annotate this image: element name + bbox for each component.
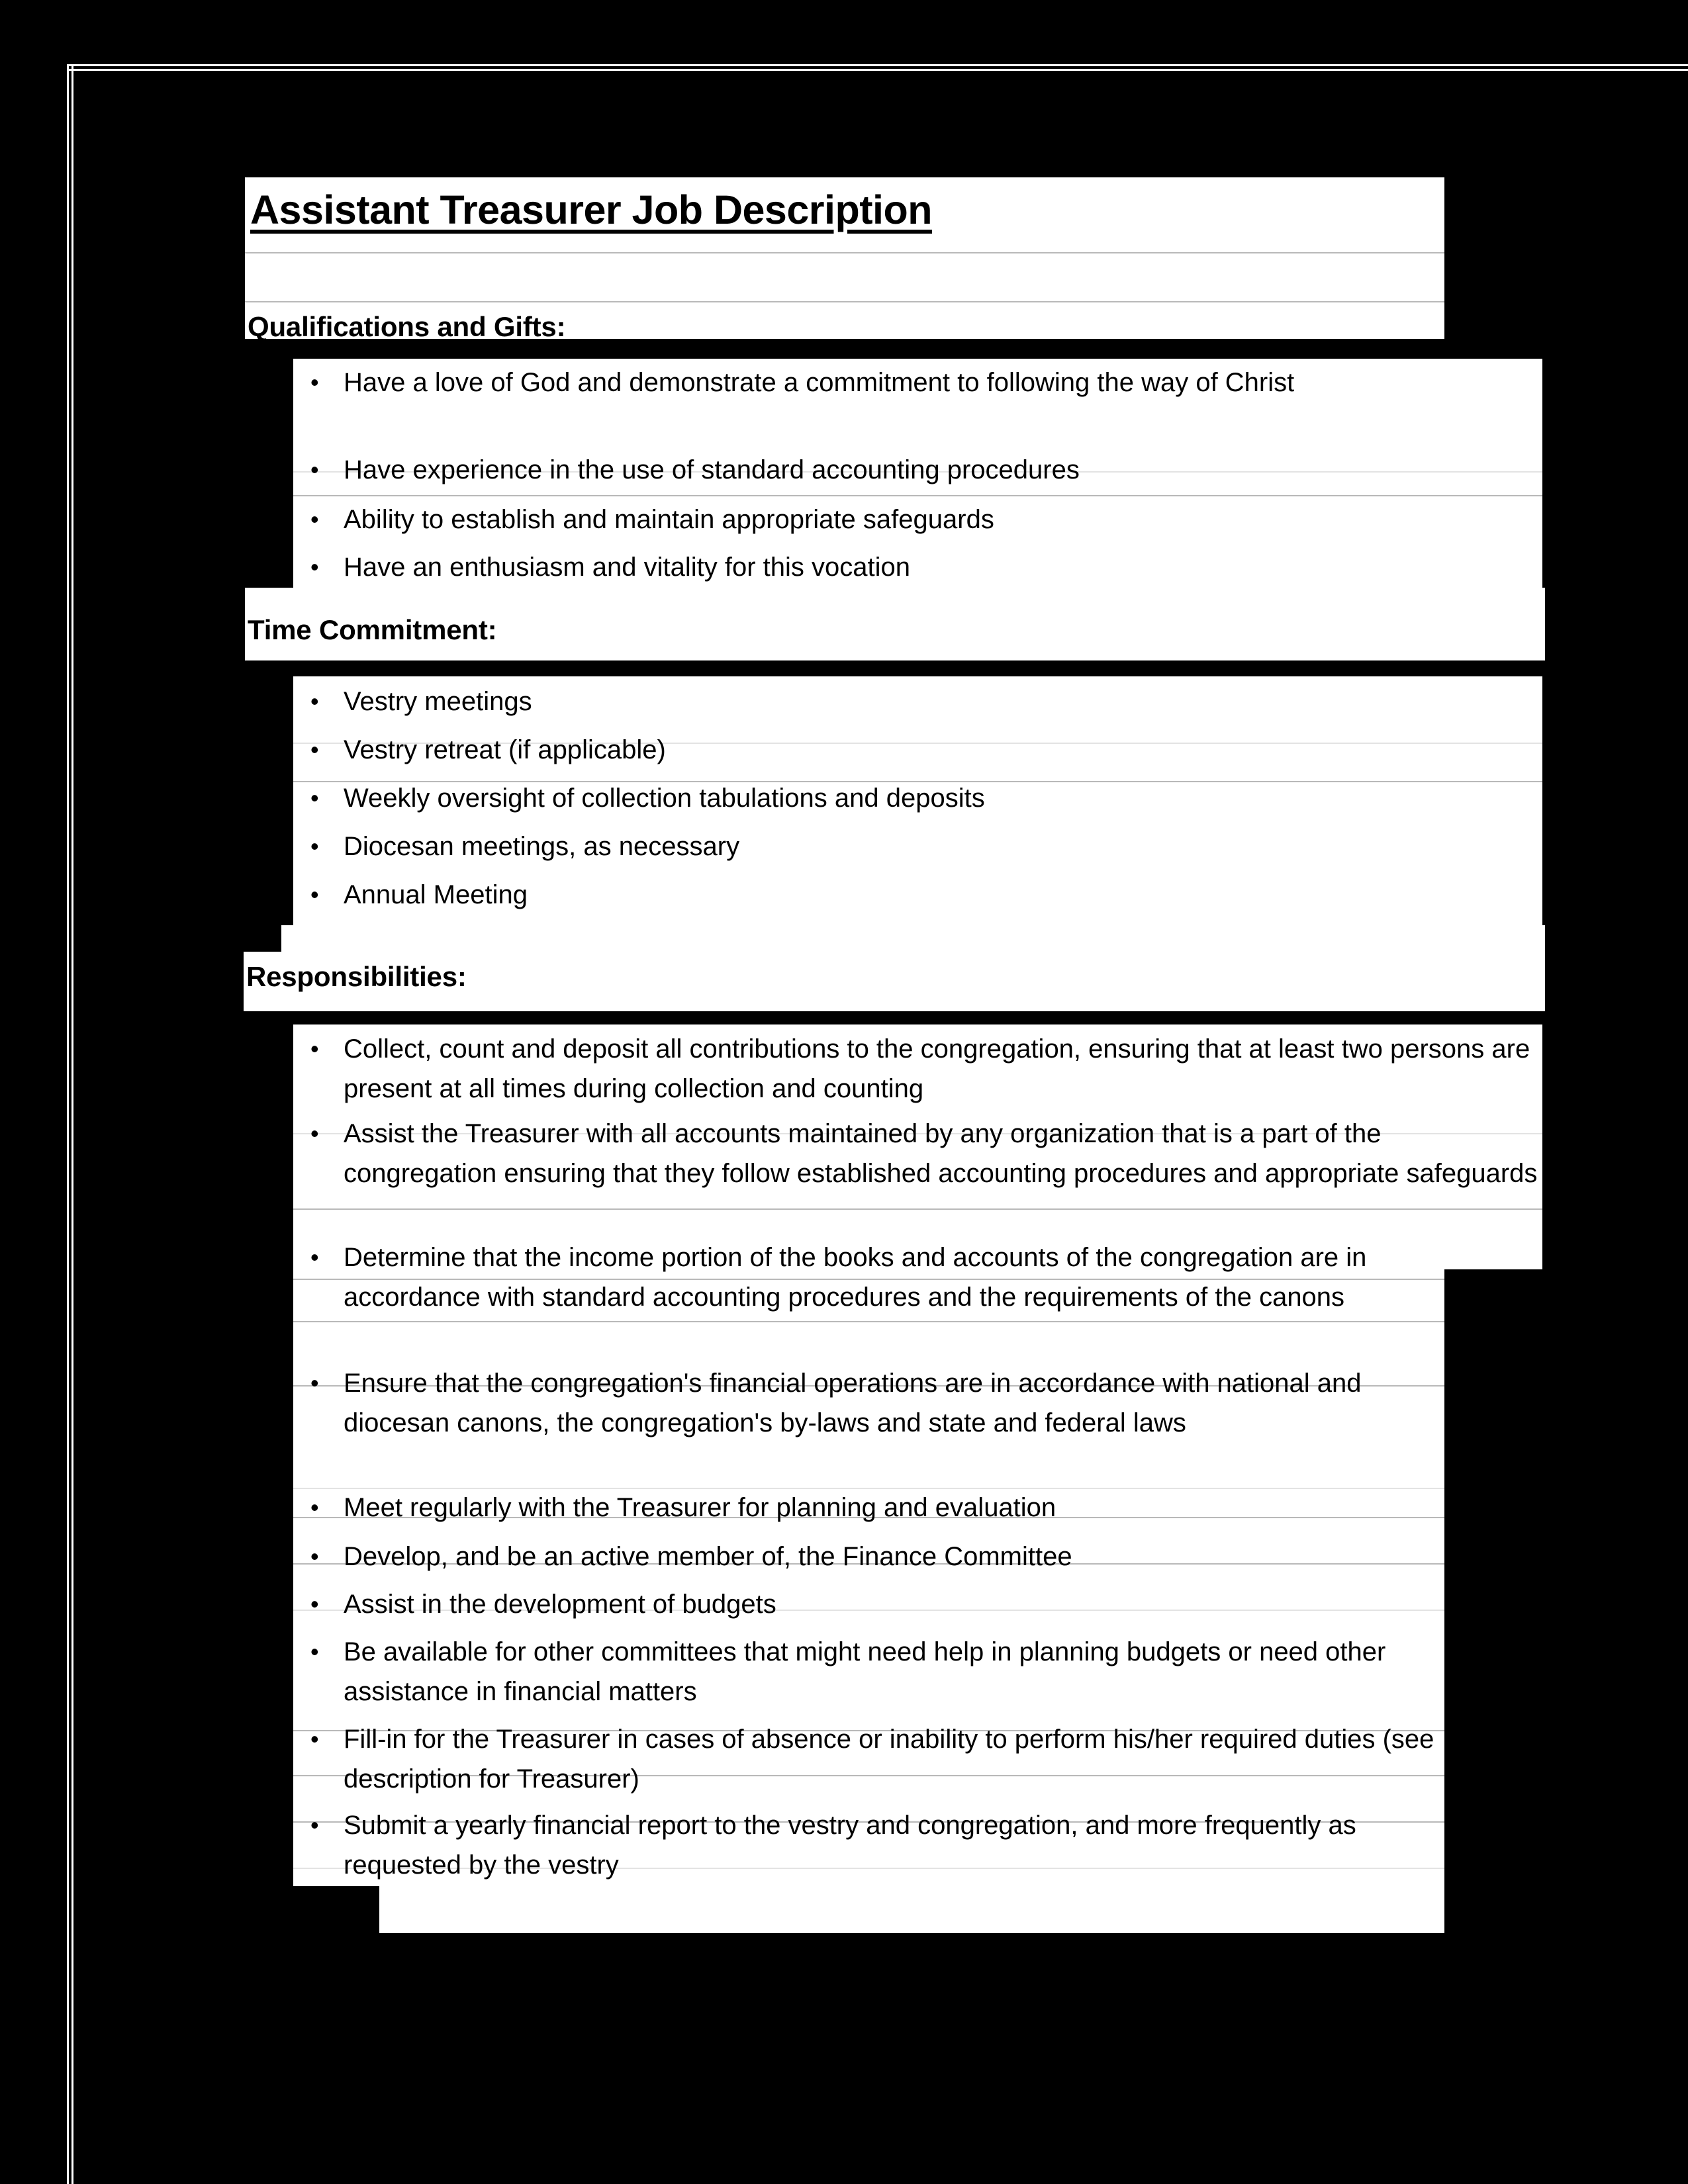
list-item-text: Vestry retreat (if applicable): [344, 735, 666, 764]
bullet-icon: •: [310, 1369, 319, 1396]
bullet-icon: •: [310, 1244, 319, 1271]
list-item-text: Have a love of God and demonstrate a commitment to following the way of Christ: [344, 368, 1295, 397]
list-item-text: Have experience in the use of standard accounting procedures: [344, 455, 1080, 484]
list-item-text: Annual Meeting: [344, 880, 528, 909]
bullet-icon: •: [310, 369, 319, 396]
list-item: [293, 1238, 1440, 1317]
list-item: [293, 363, 1538, 402]
list-item-text: Develop, and be an active member of, the Finance Committee: [344, 1542, 1072, 1571]
list-item: [293, 875, 1538, 915]
list-item: [293, 1805, 1440, 1885]
bullet-icon: •: [310, 736, 319, 763]
list-item-text: Collect, count and deposit all contributions to the congregation, ensuring that at least two persons are present at all times during collection and counting: [344, 1034, 1530, 1103]
bullet-icon: •: [310, 1811, 319, 1839]
list-item-text: Vestry meetings: [344, 687, 532, 716]
bullet-icon: •: [310, 784, 319, 811]
list-item: [293, 500, 1538, 539]
list-item-text: Assist in the development of budgets: [344, 1590, 776, 1619]
list-item: [293, 682, 1538, 721]
list-item-text: Ability to establish and maintain appropriate safeguards: [344, 505, 994, 534]
list-item-text: Submit a yearly financial report to the vestry and congregation, and more frequently as requested by the vestry: [344, 1811, 1356, 1880]
bullet-icon: •: [310, 553, 319, 580]
bullet-icon: •: [310, 1590, 319, 1617]
list-item-text: Meet regularly with the Treasurer for planning and evaluation: [344, 1493, 1056, 1522]
list-item: [293, 1114, 1538, 1193]
list-item: [293, 1029, 1538, 1109]
list-item-text: Be available for other committees that might need help in planning budgets or need other assistance in financial matters: [344, 1637, 1386, 1706]
section-heading-time-commitment: Time Commitment:: [248, 614, 497, 645]
bullet-icon: •: [310, 506, 319, 533]
bullet-icon: •: [310, 1638, 319, 1665]
list-item-text: Determine that the income portion of the books and accounts of the congregation are in accordance with standard accounting procedures and the requirements of the canons: [344, 1243, 1367, 1312]
list-item: [293, 450, 1538, 490]
list-item-text: Weekly oversight of collection tabulations and deposits: [344, 784, 985, 813]
list-item: [293, 1719, 1440, 1799]
bullet-icon: •: [310, 1120, 319, 1147]
bullet-icon: •: [310, 1494, 319, 1521]
list-item-text: Have an enthusiasm and vitality for this vocation: [344, 553, 910, 582]
list-item: [293, 730, 1538, 770]
list-item: [293, 827, 1538, 866]
list-item: [293, 1584, 1440, 1624]
page-title: Assistant Treasurer Job Description: [250, 187, 933, 232]
list-item: [293, 1363, 1440, 1443]
list-item: [293, 1488, 1440, 1527]
list-item: [293, 778, 1538, 818]
bullet-icon: •: [310, 456, 319, 483]
list-item: [293, 1537, 1440, 1576]
list-item: [293, 1632, 1440, 1711]
section-heading-responsibilities: Responsibilities:: [246, 961, 467, 992]
list-item-text: Fill-in for the Treasurer in cases of absence or inability to perform his/her required duties (see description for Treasurer): [344, 1725, 1434, 1794]
list-item-text: Ensure that the congregation's financial operations are in accordance with national and diocesan canons, the congregation's by-laws and state and federal laws: [344, 1369, 1362, 1437]
bullet-icon: •: [310, 833, 319, 860]
bullet-icon: •: [310, 881, 319, 908]
list-item-text: Diocesan meetings, as necessary: [344, 832, 740, 861]
bullet-icon: •: [310, 1725, 319, 1752]
bullet-icon: •: [310, 1543, 319, 1570]
section-heading-qualifications: Qualifications and Gifts:: [248, 311, 566, 342]
list-item-text: Assist the Treasurer with all accounts maintained by any organization that is a part of the congregation ensuring that they follow established accounting procedures and appropriate safeguards: [344, 1119, 1538, 1188]
list-item: [293, 547, 1538, 587]
bullet-icon: •: [310, 688, 319, 715]
bullet-icon: •: [310, 1035, 319, 1062]
